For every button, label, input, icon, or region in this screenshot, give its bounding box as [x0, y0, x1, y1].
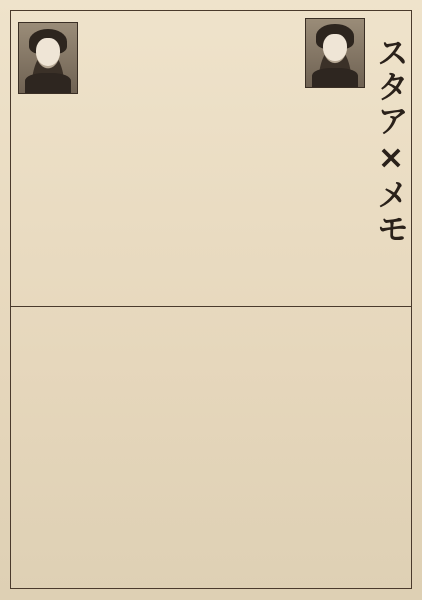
portrait-shoulders	[25, 73, 71, 93]
upper-column-4	[150, 16, 212, 302]
lower-column-2	[322, 312, 338, 584]
left-border	[10, 10, 11, 588]
upper-column-1	[348, 92, 362, 302]
page-title: スタア×メモ	[372, 36, 410, 246]
portrait-face	[323, 34, 346, 61]
lower-column-4	[240, 312, 258, 584]
lower-column-1	[342, 312, 408, 584]
upper-column-6	[62, 98, 76, 302]
portrait-shoulders	[312, 68, 358, 87]
lower-column-7	[14, 312, 78, 584]
portrait-photo-left	[18, 22, 78, 94]
right-border	[411, 10, 412, 588]
upper-column-7	[14, 98, 60, 302]
top-rule	[10, 10, 412, 11]
portrait-photo-right	[305, 18, 365, 88]
middle-rule	[10, 306, 412, 307]
upper-column-3	[214, 16, 280, 302]
upper-column-5	[86, 16, 148, 302]
portrait-face	[36, 38, 59, 66]
upper-column-2	[284, 90, 346, 302]
bottom-rule	[10, 588, 412, 589]
lower-column-5	[150, 312, 236, 584]
lower-column-3	[262, 312, 320, 584]
lower-column-6	[82, 312, 146, 584]
